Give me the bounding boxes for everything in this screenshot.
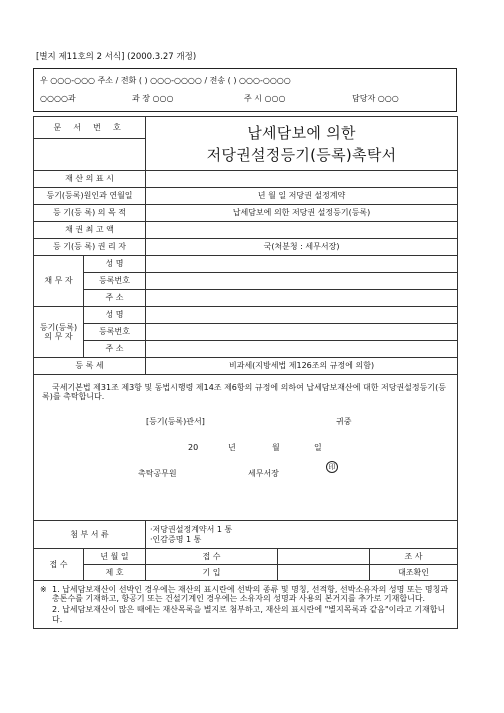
doc-number-label: 문 서 번 호: [34, 117, 146, 139]
obligor-label: [34, 307, 84, 358]
date-year-unit: 년: [228, 443, 236, 453]
ledger-check-column-header: 대조확인: [370, 565, 458, 581]
purpose-value: 납세담보에 의한 저당권 설정등기(등록): [146, 205, 458, 222]
title-line-1: 납세담보에 의한: [247, 123, 356, 142]
section-chief: 과 장 ○○○: [132, 94, 174, 103]
debtor-regno-label: 등록번호: [84, 273, 146, 290]
receipt-number-label: 제 호: [84, 565, 146, 581]
obligor-label-line-2: 의 무 자: [44, 332, 73, 341]
attachments-label: 첨 부 서 류: [34, 521, 146, 549]
note-item-1: [40, 585, 451, 603]
receipt-empty-1: [278, 549, 370, 565]
property-value[interactable]: [146, 171, 458, 188]
commissioning-officer: 촉탁공무원: [138, 469, 177, 479]
date-day-unit: 일: [314, 443, 322, 453]
receipt-column-header: 접 수: [146, 549, 278, 565]
debtor-name-label: 성 명: [84, 256, 146, 273]
receipt-date-label: 년 월 일: [84, 549, 146, 565]
commission-form-table: [33, 116, 458, 629]
form-reference: [별지 제11호의 2 서식] (2000.3.27 개정): [36, 52, 197, 62]
obligor-label-line-1: 등기(등록): [39, 322, 78, 332]
attachment-item-2: ·인감증명 1 통: [150, 534, 202, 544]
debtor-address-label: 주 소: [84, 290, 146, 307]
max-amount-label: 채 권 최 고 액: [34, 222, 146, 239]
attachment-item-1: ·저당권설정계약서 1 통: [150, 525, 233, 535]
note-1-text: 1. 납세담보재산이 선박인 경우에는 재산의 표시란에 선박의 종류 및 명칭, 선적항, 선박소유자의 성명 또는 명칭과 총톤수를 기재하고, 항공기 또는 건설기계인 경우에는 소유자의 성명과 사용의 본거지를 추가로 기재합니다.: [52, 585, 449, 604]
cause-value: 년 월 일 저당권 설정계약: [146, 188, 458, 205]
obligor-regno-value[interactable]: [146, 324, 458, 341]
title-line-2: 저당권설정등기(등록)촉탁서: [206, 145, 397, 164]
obligor-regno-label: 등록번호: [84, 324, 146, 341]
obligor-address-label: 주 소: [84, 341, 146, 358]
document-title: [146, 117, 458, 171]
sender-box: [33, 68, 457, 112]
signature-line: [42, 461, 449, 487]
receipt-label: 접 수: [34, 549, 84, 581]
date-line: [42, 435, 449, 461]
purpose-label: 등 기(등 록) 의 목 적: [34, 205, 146, 222]
recipient-office: [등기(등록)관서]: [146, 417, 205, 427]
registration-tax-value: 비과세(지방세법 제126조의 규정에 의함): [146, 358, 458, 375]
holder-label: 등 기(등 록) 권 리 자: [34, 239, 146, 256]
debtor-regno-value[interactable]: [146, 273, 458, 290]
tax-office-chief: 세무서장: [248, 469, 279, 479]
note-2-text: 2. 납세담보재산이 많은 때에는 재산목록을 별지로 첨부하고, 재산의 표시란에 "별지목록과 같음"이라고 기재합니다.: [52, 605, 446, 624]
request-paragraph: 국세기본법 제31조 제3항 및 동법시행령 제14조 제6항의 규정에 의하여 납세담보재산에 대한 저당권설정등기(등록)를 촉탁합니다.: [42, 383, 446, 402]
request-body: [34, 375, 458, 521]
officer: 주 시 ○○○: [244, 94, 286, 103]
note-item-2: [40, 605, 451, 623]
doc-number-value[interactable]: [34, 139, 146, 171]
attachments-list: [146, 521, 458, 549]
receipt-empty-2: [278, 565, 370, 581]
debtor-address-value[interactable]: [146, 290, 458, 307]
department: ○○○○과: [40, 94, 76, 103]
obligor-name-value[interactable]: [146, 307, 458, 324]
property-label: 재 산 의 표 시: [34, 171, 146, 188]
investigation-column-header: 조 사: [370, 549, 458, 565]
debtor-label: 채 무 자: [34, 256, 84, 307]
date-month-unit: 월: [272, 443, 280, 453]
obligor-address-value[interactable]: [146, 341, 458, 358]
sender-address-line: 우 ○○○-○○○ 주소 / 전화 ( ) ○○○-○○○○ / 전송 ( ) ○○○-○○○○: [40, 76, 291, 85]
registration-tax-label: 등 록 세: [34, 358, 146, 375]
person-in-charge: 담당자 ○○○: [352, 94, 399, 103]
obligor-name-label: 성 명: [84, 307, 146, 324]
date-year: 20: [188, 443, 199, 453]
entry-column-header: 기 입: [146, 565, 278, 581]
notes-section: [34, 581, 458, 629]
cause-label: 등기(등록)원인과 연월일: [34, 188, 146, 205]
holder-value: 국(처분청 : 세무서장): [146, 239, 458, 256]
official-seal-icon: 印: [326, 461, 338, 473]
debtor-name-value[interactable]: [146, 256, 458, 273]
recipient-suffix: 귀중: [336, 417, 352, 427]
note-mark: ※: [40, 585, 47, 594]
max-amount-value[interactable]: [146, 222, 458, 239]
recipient-line: [42, 409, 449, 435]
